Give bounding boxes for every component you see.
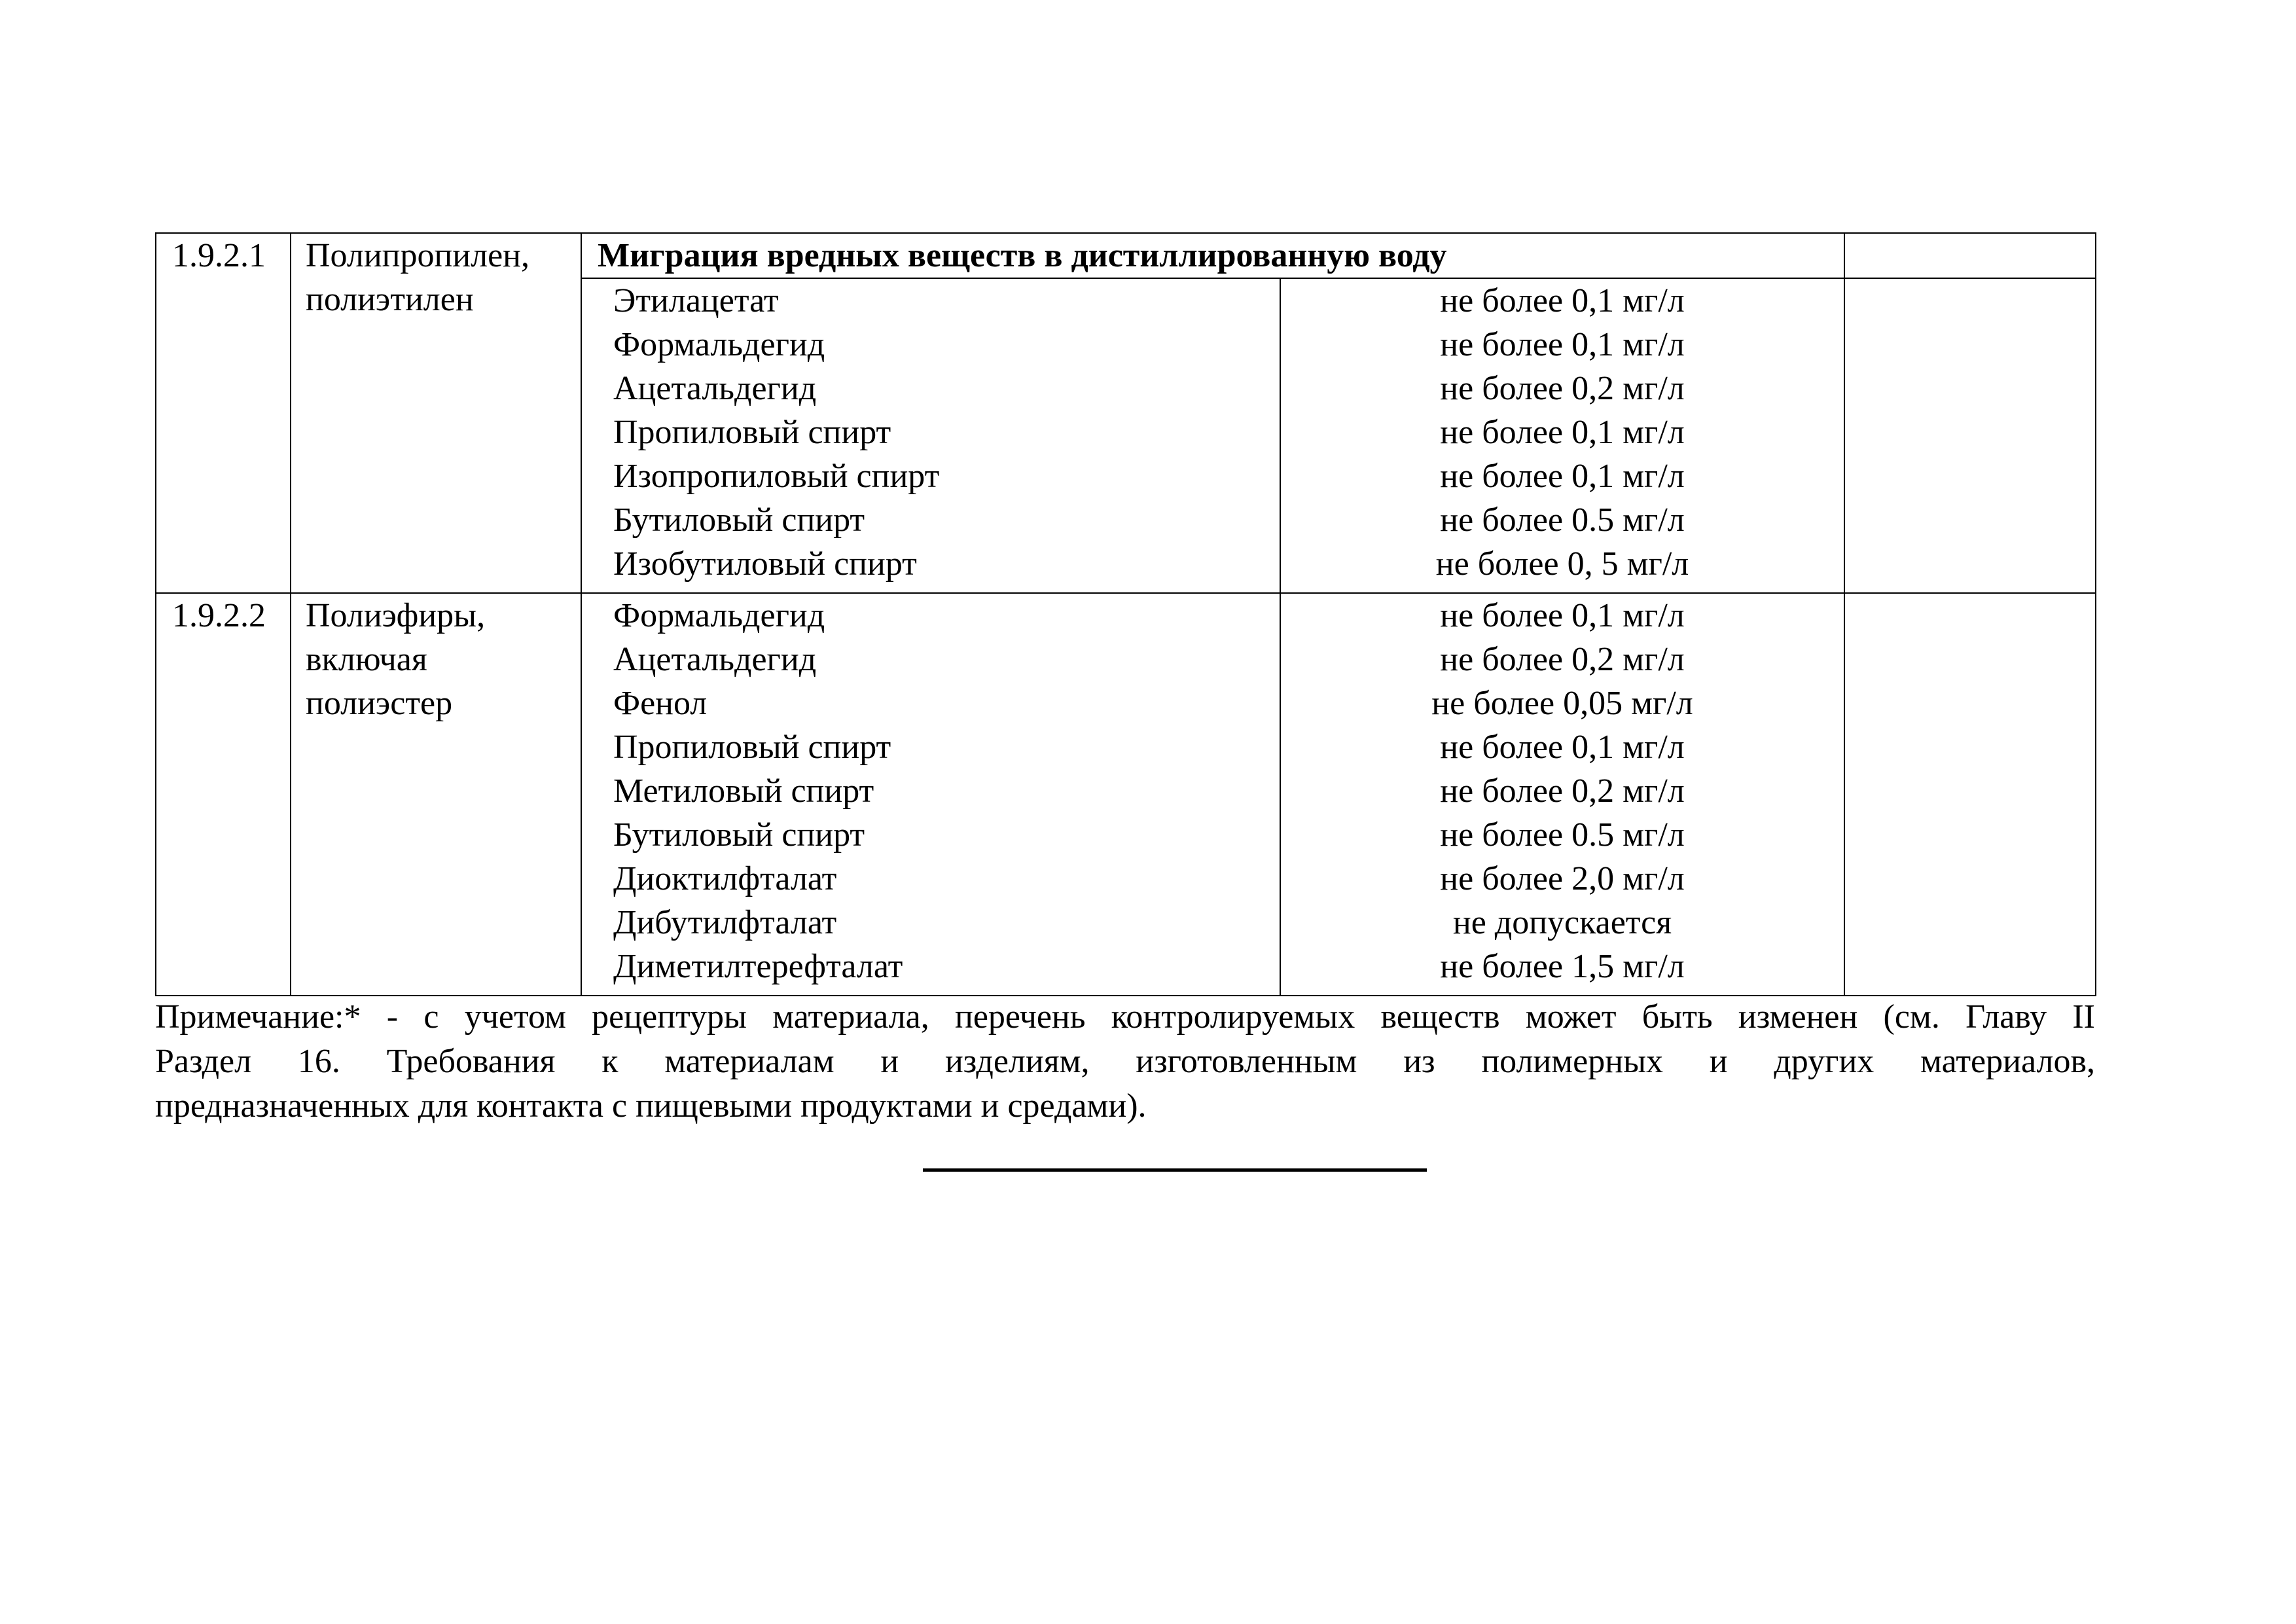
limit-value: не более 0.5 мг/л [1440, 816, 1685, 854]
limit-value: не более 1,5 мг/л [1440, 948, 1685, 985]
substance-name: Изобутиловый спирт [613, 545, 917, 583]
limit-value: не более 0, 5 мг/л [1435, 545, 1689, 583]
material-line: включая [306, 641, 427, 678]
table-row [156, 233, 2096, 278]
empty-cell [1844, 593, 2096, 996]
table-row [156, 593, 2096, 996]
substance-name: Пропиловый спирт [613, 414, 891, 451]
substances-cell [581, 593, 1280, 996]
material-line: Полипропилен, [306, 237, 529, 274]
limit-value: не допускается [1452, 904, 1672, 941]
limit-value: не более 0.5 мг/л [1440, 501, 1685, 539]
footnote-line: Примечание:* - с учетом рецептуры материала, перечень контролируемых веществ может быть изменен (см. Главу II [155, 998, 2095, 1036]
substance-name: Формальдегид [613, 326, 825, 363]
footnote-line: Раздел 16. Требования к материалам и изделиям, изготовленным из полимерных и других материалов, [155, 1043, 2095, 1080]
material-line: Полиэфиры, [306, 597, 486, 634]
substance-name: Метиловый спирт [613, 772, 874, 810]
substance-name: Бутиловый спирт [613, 501, 865, 539]
footnote [155, 995, 2095, 1128]
item-number-cell [156, 593, 291, 996]
limit-value: не более 0,05 мг/л [1431, 685, 1693, 722]
substance-name: Изопропиловый спирт [613, 458, 940, 495]
limit-value: не более 0,1 мг/л [1440, 729, 1685, 766]
limit-value: не более 0,1 мг/л [1440, 326, 1685, 363]
limits-cell [1280, 593, 1844, 996]
limit-value: не более 0,2 мг/л [1440, 772, 1685, 810]
substance-name: Ацетальдегид [613, 641, 817, 678]
limits-cell [1280, 278, 1844, 593]
substance-name: Диметилтерефталат [613, 948, 903, 985]
substance-name: Бутиловый спирт [613, 816, 865, 854]
section-header: Миграция вредных веществ в дистиллированную воду [581, 233, 1844, 278]
substance-name: Диоктилфталат [613, 860, 837, 897]
material-cell [291, 593, 581, 996]
substance-name: Фенол [613, 685, 708, 722]
item-number: 1.9.2.2 [172, 597, 266, 634]
requirements-table [155, 232, 2096, 996]
substances-cell [581, 278, 1280, 593]
end-separator-line [923, 1168, 1427, 1172]
material-cell [291, 233, 581, 593]
substance-name: Этилацетат [613, 282, 779, 319]
substance-name: Дибутилфталат [613, 904, 837, 941]
limit-value: не более 0,2 мг/л [1440, 641, 1685, 678]
substance-name: Пропиловый спирт [613, 729, 891, 766]
limit-value: не более 0,1 мг/л [1440, 458, 1685, 495]
empty-cell [1844, 278, 2096, 593]
item-number-cell [156, 233, 291, 593]
limit-value: не более 0,1 мг/л [1440, 282, 1685, 319]
item-number: 1.9.2.1 [172, 237, 266, 274]
footnote-line: предназначенных для контакта с пищевыми продуктами и средами). [155, 1087, 1147, 1125]
material-line: полиэтилен [306, 281, 474, 318]
material-line: полиэстер [306, 685, 453, 722]
limit-value: не более 0,1 мг/л [1440, 414, 1685, 451]
limit-value: не более 0,2 мг/л [1440, 370, 1685, 407]
empty-cell [1844, 233, 2096, 278]
substance-name: Формальдегид [613, 597, 825, 634]
limit-value: не более 2,0 мг/л [1440, 860, 1685, 897]
limit-value: не более 0,1 мг/л [1440, 597, 1685, 634]
substance-name: Ацетальдегид [613, 370, 817, 407]
